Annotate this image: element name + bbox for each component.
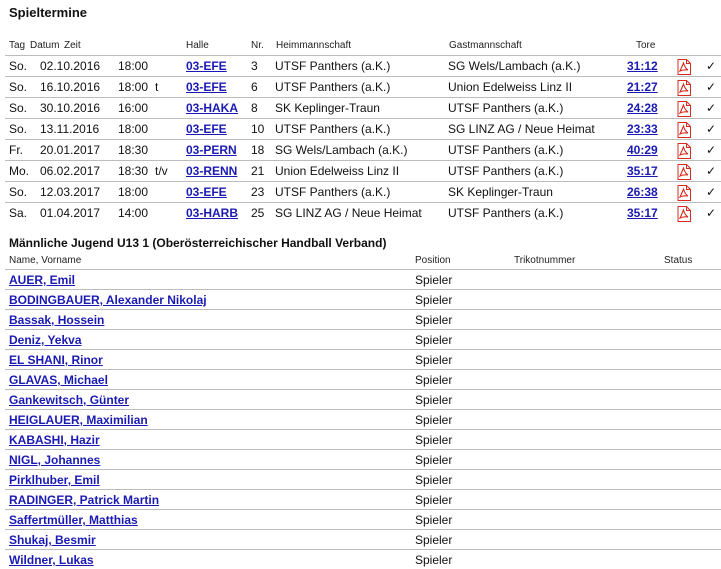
game-row [5, 55, 721, 76]
game-heim: UTSF Panthers (a.K.) [275, 185, 391, 199]
games-table-header [9, 40, 721, 54]
game-row [5, 181, 721, 202]
team-title: Männliche Jugend U13 1 (Oberösterreichischer Handball Verband) [9, 236, 387, 250]
game-row [5, 97, 721, 118]
game-nr: 8 [251, 101, 258, 115]
game-gast: SK Keplinger-Traun [448, 185, 553, 199]
game-tag: So. [9, 122, 28, 136]
game-halle-link[interactable]: 03-EFE [186, 122, 227, 136]
game-nr: 18 [251, 143, 265, 157]
game-halle-link[interactable]: 03-EFE [186, 80, 227, 94]
header-trikot: Trikotnummer [514, 255, 576, 266]
player-name-link[interactable]: RADINGER, Patrick Martin [9, 493, 160, 507]
game-nr: 10 [251, 122, 265, 136]
game-nr: 21 [251, 164, 265, 178]
player-name-link[interactable]: BODINGBAUER, Alexander Nikolaj [9, 293, 207, 307]
player-name-link[interactable]: Saffertmüller, Matthias [9, 513, 138, 527]
player-position: Spieler [415, 433, 453, 447]
player-row [5, 489, 721, 509]
player-row [5, 469, 721, 489]
player-row [5, 549, 721, 569]
player-name-link[interactable]: HEIGLAUER, Maximilian [9, 413, 148, 427]
player-position: Spieler [415, 453, 453, 467]
pdf-icon[interactable] [677, 122, 691, 138]
game-tore-link[interactable]: 26:38 [627, 185, 658, 199]
player-position: Spieler [415, 473, 453, 487]
player-position: Spieler [415, 513, 453, 527]
player-name-link[interactable]: KABASHI, Hazir [9, 433, 100, 447]
game-heim: Union Edelweiss Linz II [275, 164, 400, 178]
player-row [5, 329, 721, 349]
game-zeit: 14:00 [118, 206, 149, 220]
player-position: Spieler [415, 413, 453, 427]
game-zeit: 18:30 [118, 164, 149, 178]
game-gast: UTSF Panthers (a.K.) [448, 143, 564, 157]
player-row [5, 309, 721, 329]
game-zeit: 18:00 [118, 185, 149, 199]
game-gast: Union Edelweiss Linz II [448, 80, 573, 94]
player-name-link[interactable]: NIGL, Johannes [9, 453, 101, 467]
game-halle-link[interactable]: 03-HARB [186, 206, 239, 220]
header-tore: Tore [636, 40, 656, 51]
game-tag: Fr. [9, 143, 23, 157]
player-row [5, 429, 721, 449]
player-position: Spieler [415, 553, 453, 567]
game-gast: SG Wels/Lambach (a.K.) [448, 59, 581, 73]
game-row [5, 118, 721, 139]
game-heim: UTSF Panthers (a.K.) [275, 122, 391, 136]
header-heim: Heimmannschaft [276, 40, 352, 51]
player-position: Spieler [415, 393, 453, 407]
game-flag: t [155, 80, 159, 94]
game-tag: So. [9, 59, 28, 73]
game-halle-link[interactable]: 03-EFE [186, 185, 227, 199]
player-position: Spieler [415, 273, 453, 287]
game-row [5, 76, 721, 97]
game-datum: 20.01.2017 [40, 143, 101, 157]
player-position: Spieler [415, 493, 453, 507]
pdf-icon[interactable] [677, 185, 691, 201]
player-row [5, 369, 721, 389]
player-name-link[interactable]: GLAVAS, Michael [9, 373, 108, 387]
game-datum: 30.10.2016 [40, 101, 101, 115]
header-nr: Nr. [251, 40, 264, 51]
player-name-link[interactable]: Deniz, Yekva [9, 333, 82, 347]
checkmark-icon: ✓ [706, 80, 717, 94]
section-title-spieltermine: Spieltermine [9, 5, 88, 20]
game-zeit: 16:00 [118, 101, 149, 115]
game-nr: 25 [251, 206, 265, 220]
game-halle-link[interactable]: 03-RENN [186, 164, 238, 178]
checkmark-icon: ✓ [706, 143, 717, 157]
players-table-header [9, 255, 721, 269]
pdf-icon[interactable] [677, 206, 691, 222]
pdf-icon[interactable] [677, 101, 691, 117]
game-datum: 12.03.2017 [40, 185, 101, 199]
game-gast: UTSF Panthers (a.K.) [448, 164, 564, 178]
game-heim: UTSF Panthers (a.K.) [275, 80, 391, 94]
player-name-link[interactable]: Bassak, Hossein [9, 313, 105, 327]
pdf-icon[interactable] [677, 164, 691, 180]
game-tore-link[interactable]: 40:29 [627, 143, 658, 157]
game-tag: Mo. [9, 164, 30, 178]
game-halle-link[interactable]: 03-EFE [186, 59, 227, 73]
header-datum: Datum [30, 40, 60, 51]
game-nr: 3 [251, 59, 258, 73]
header-gast: Gastmannschaft [449, 40, 522, 51]
game-datum: 13.11.2016 [40, 122, 100, 136]
game-tag: So. [9, 80, 28, 94]
checkmark-icon: ✓ [706, 122, 717, 136]
pdf-icon[interactable] [677, 80, 691, 96]
game-tore-link[interactable]: 35:17 [627, 206, 658, 220]
game-tag: So. [9, 101, 28, 115]
checkmark-icon: ✓ [706, 164, 717, 178]
player-position: Spieler [415, 353, 453, 367]
game-zeit: 18:00 [118, 80, 149, 94]
player-row [5, 449, 721, 469]
players-table [5, 269, 721, 569]
game-gast: UTSF Panthers (a.K.) [448, 101, 564, 115]
game-tore-link[interactable]: 21:27 [627, 80, 658, 94]
game-zeit: 18:00 [118, 59, 149, 73]
player-row [5, 349, 721, 369]
game-heim: SG LINZ AG / Neue Heimat [275, 206, 422, 220]
header-name: Name, Vorname [9, 255, 82, 266]
header-status: Status [664, 255, 693, 266]
player-position: Spieler [415, 333, 453, 347]
player-row [5, 389, 721, 409]
game-flag: t/v [155, 164, 168, 178]
game-tore-link[interactable]: 24:28 [627, 101, 658, 115]
game-datum: 06.02.2017 [40, 164, 101, 178]
game-gast: UTSF Panthers (a.K.) [448, 206, 564, 220]
pdf-icon[interactable] [677, 59, 691, 75]
game-zeit: 18:30 [118, 143, 149, 157]
game-nr: 23 [251, 185, 265, 199]
game-halle-link[interactable]: 03-HAKA [186, 101, 239, 115]
player-name-link[interactable]: Gankewitsch, Günter [9, 393, 130, 407]
game-tag: So. [9, 185, 28, 199]
player-row [5, 529, 721, 549]
player-name-link[interactable]: Pirklhuber, Emil [9, 473, 100, 487]
game-tore-link[interactable]: 31:12 [627, 59, 658, 73]
game-heim: SK Keplinger-Traun [275, 101, 380, 115]
game-zeit: 18:00 [118, 122, 149, 136]
header-zeit: Zeit [64, 40, 81, 51]
player-position: Spieler [415, 313, 453, 327]
game-datum: 02.10.2016 [40, 59, 101, 73]
game-row [5, 202, 721, 223]
player-row [5, 269, 721, 289]
header-halle: Halle [186, 40, 209, 51]
checkmark-icon: ✓ [706, 101, 717, 115]
player-row [5, 409, 721, 429]
player-row [5, 289, 721, 309]
player-name-link[interactable]: EL SHANI, Rinor [9, 353, 103, 367]
game-tore-link[interactable]: 23:33 [627, 122, 658, 136]
game-nr: 6 [251, 80, 258, 94]
player-position: Spieler [415, 293, 453, 307]
checkmark-icon: ✓ [706, 206, 717, 220]
checkmark-icon: ✓ [706, 59, 717, 73]
player-row [5, 509, 721, 529]
player-position: Spieler [415, 533, 453, 547]
header-tag: Tag [9, 40, 26, 51]
player-name-link[interactable]: Shukaj, Besmir [9, 533, 96, 547]
game-tore-link[interactable]: 35:17 [627, 164, 658, 178]
game-heim: UTSF Panthers (a.K.) [275, 59, 391, 73]
checkmark-icon: ✓ [706, 185, 717, 199]
game-halle-link[interactable]: 03-PERN [186, 143, 237, 157]
player-position: Spieler [415, 373, 453, 387]
games-table [5, 55, 721, 223]
game-gast: SG LINZ AG / Neue Heimat [448, 122, 595, 136]
player-name-link[interactable]: Wildner, Lukas [9, 553, 94, 567]
game-row [5, 160, 721, 181]
game-tag: Sa. [9, 206, 28, 220]
player-name-link[interactable]: AUER, Emil [9, 273, 76, 287]
game-heim: SG Wels/Lambach (a.K.) [275, 143, 408, 157]
game-datum: 16.10.2016 [40, 80, 101, 94]
header-position: Position [415, 255, 451, 266]
game-datum: 01.04.2017 [40, 206, 101, 220]
pdf-icon[interactable] [677, 143, 691, 159]
game-row [5, 139, 721, 160]
